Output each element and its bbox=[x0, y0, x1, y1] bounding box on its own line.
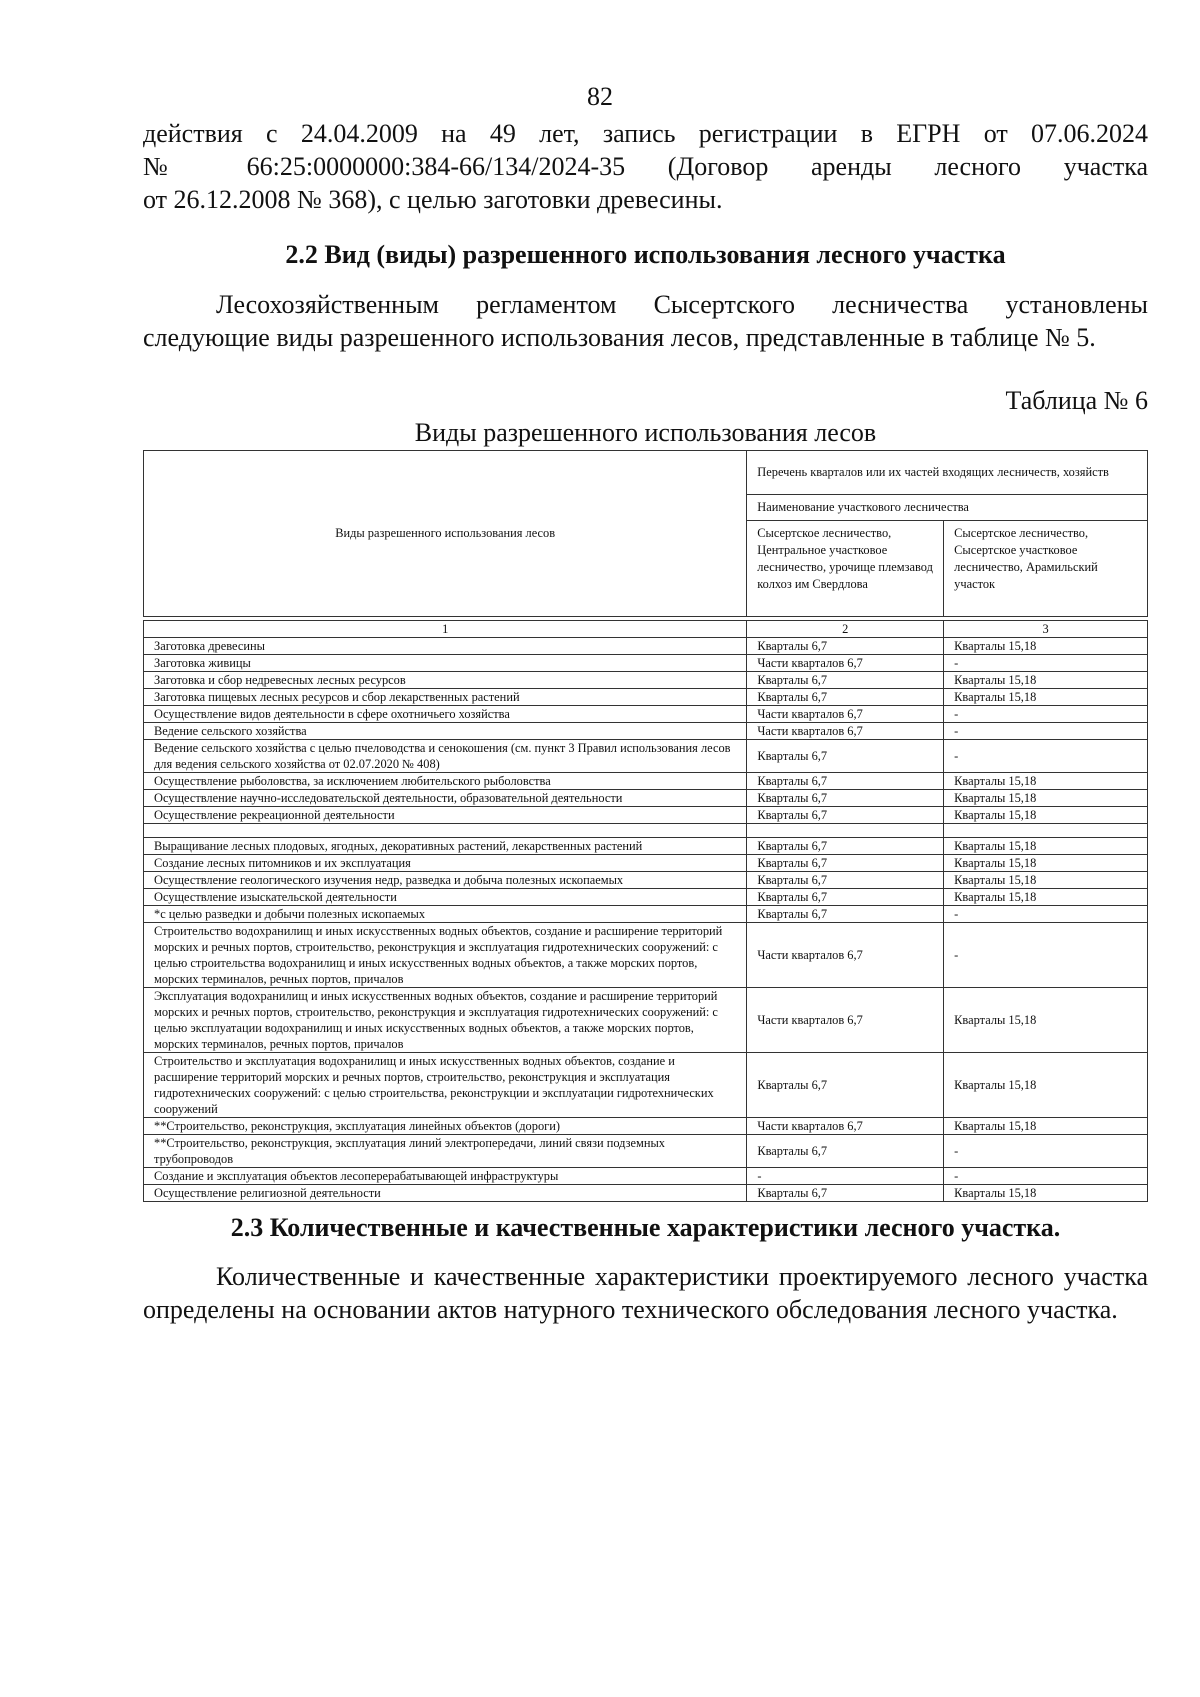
table-row bbox=[144, 872, 1148, 889]
table-row bbox=[144, 672, 1148, 689]
section-2-2-text: Лесохозяйственным регламентом Сысертского лесничества установлены следующие виды разрешенного использования лесов, представленные в таблице № 5. bbox=[143, 290, 1148, 352]
use-type-cell: *с целью разведки и добычи полезных ископаемых bbox=[144, 906, 747, 923]
col-number-1: 1 bbox=[144, 621, 747, 638]
use-type-cell: Ведение сельского хозяйства с целью пчеловодства и сенокошения (см. пункт 3 Правил использования лесов для ведения сельского хозяйства от 02.07.2020 № 408) bbox=[144, 740, 747, 773]
forestry-2-cell: - bbox=[944, 723, 1148, 740]
table-number: Таблица № 6 bbox=[1005, 386, 1148, 415]
forestry-2-cell: Кварталы 15,18 bbox=[944, 872, 1148, 889]
forestry-2-cell: Кварталы 15,18 bbox=[944, 855, 1148, 872]
forestry-2-cell: - bbox=[944, 923, 1148, 988]
use-type-cell: **Строительство, реконструкция, эксплуатация линейных объектов (дороги) bbox=[144, 1118, 747, 1135]
forestry-2-cell: Кварталы 15,18 bbox=[944, 1053, 1148, 1118]
forestry-2-cell: - bbox=[944, 655, 1148, 672]
table-row bbox=[144, 1118, 1148, 1135]
section-2-2-heading: 2.2 Вид (виды) разрешенного использования лесного участка bbox=[285, 240, 1006, 269]
forestry-1-cell bbox=[747, 824, 944, 838]
forestry-2-cell: Кварталы 15,18 bbox=[944, 1118, 1148, 1135]
use-type-cell: Заготовка живицы bbox=[144, 655, 747, 672]
use-type-cell: Осуществление изыскательской деятельности bbox=[144, 889, 747, 906]
forestry-2-cell: Кварталы 15,18 bbox=[944, 672, 1148, 689]
use-type-cell: Заготовка и сбор недревесных лесных ресурсов bbox=[144, 672, 747, 689]
use-type-cell bbox=[144, 824, 747, 838]
table-title: Виды разрешенного использования лесов bbox=[414, 418, 877, 447]
section-2-3-heading: 2.3 Количественные и качественные характеристики лесного участка. bbox=[230, 1213, 1061, 1242]
table-row bbox=[144, 740, 1148, 773]
use-type-cell: Создание и эксплуатация объектов лесоперерабатывающей инфраструктуры bbox=[144, 1168, 747, 1185]
use-type-cell: Ведение сельского хозяйства bbox=[144, 723, 747, 740]
use-type-cell: Заготовка пищевых лесных ресурсов и сбор лекарственных растений bbox=[144, 689, 747, 706]
forestry-1-cell: Кварталы 6,7 bbox=[747, 838, 944, 855]
forestry-2-cell: - bbox=[944, 706, 1148, 723]
intro-line-3: от 26.12.2008 № 368), с целью заготовки древесины. bbox=[143, 185, 723, 214]
forestry-1-cell: Кварталы 6,7 bbox=[747, 807, 944, 824]
table-row bbox=[144, 1135, 1148, 1168]
use-type-cell: Заготовка древесины bbox=[144, 638, 747, 655]
column-number-row bbox=[144, 621, 1148, 638]
forestry-1-cell: Кварталы 6,7 bbox=[747, 790, 944, 807]
forestry-2-cell: Кварталы 15,18 bbox=[944, 638, 1148, 655]
use-type-cell: **Строительство, реконструкция, эксплуатация линий электропередачи, линий связи подземных трубопроводов bbox=[144, 1135, 747, 1168]
forestry-2-cell: Кварталы 15,18 bbox=[944, 790, 1148, 807]
forestry-1-cell: Кварталы 6,7 bbox=[747, 855, 944, 872]
forestry-2-cell: Кварталы 15,18 bbox=[944, 889, 1148, 906]
use-type-cell: Эксплуатация водохранилищ и иных искусственных водных объектов, создание и расширение территорий морских и речных портов, строительство, реконструкция и эксплуатация гидротехнических сооружений: с целью эксплуатации водохранилищ и иных искусственных водных объектов, а также морских портов, морских терминалов, речных портов, причалов bbox=[144, 988, 747, 1053]
use-type-cell: Строительство водохранилищ и иных искусственных водных объектов, создание и расширение территорий морских и речных портов, строительство, реконструкция и эксплуатация гидротехнических сооружений: с целью строительства водохранилищ и иных искусственных водных объектов, а также морских портов, морских терминалов, речных портов, причалов bbox=[144, 923, 747, 988]
forestry-1-cell: Кварталы 6,7 bbox=[747, 740, 944, 773]
table-row bbox=[144, 773, 1148, 790]
table-row bbox=[144, 824, 1148, 838]
intro-paragraph bbox=[143, 117, 1148, 216]
forestry-2-cell: Кварталы 15,18 bbox=[944, 689, 1148, 706]
forestry-1-cell: Кварталы 6,7 bbox=[747, 638, 944, 655]
table-row bbox=[144, 706, 1148, 723]
table-row bbox=[144, 790, 1148, 807]
use-type-cell: Осуществление религиозной деятельности bbox=[144, 1185, 747, 1202]
forestry-1-cell: Кварталы 6,7 bbox=[747, 1053, 944, 1118]
use-type-cell: Строительство и эксплуатация водохранилищ и иных искусственных водных объектов, создание и расширение территорий морских и речных портов, строительство, реконструкция и эксплуатация гидротехнических сооружений: с целью строительства, реконструкции и эксплуатации гидротехнических сооружений bbox=[144, 1053, 747, 1118]
forestry-2-cell: - bbox=[944, 740, 1148, 773]
forestry-1-cell: Кварталы 6,7 bbox=[747, 1185, 944, 1202]
table-row bbox=[144, 1185, 1148, 1202]
forestry-1-cell: Кварталы 6,7 bbox=[747, 1135, 944, 1168]
use-type-cell: Осуществление рыболовства, за исключением любительского рыболовства bbox=[144, 773, 747, 790]
use-type-cell: Осуществление научно-исследовательской деятельности, образовательной деятельности bbox=[144, 790, 747, 807]
forestry-1-cell: Кварталы 6,7 bbox=[747, 906, 944, 923]
header-forestry-1: Сысертское лесничество, Центральное участковое лесничество, урочище племзавод колхоз им Свердлова bbox=[747, 521, 944, 617]
forestry-2-cell: - bbox=[944, 1168, 1148, 1185]
forestry-2-cell: - bbox=[944, 906, 1148, 923]
intro-line-1: действия с 24.04.2009 на 49 лет, запись регистрации в ЕГРН от 07.06.2024 bbox=[143, 119, 1148, 148]
use-type-cell: Осуществление рекреационной деятельности bbox=[144, 807, 747, 824]
header-quarters: Перечень кварталов или их частей входящих лесничеств, хозяйств bbox=[747, 451, 1148, 495]
use-type-cell: Выращивание лесных плодовых, ягодных, декоративных растений, лекарственных растений bbox=[144, 838, 747, 855]
forestry-1-cell: Части кварталов 6,7 bbox=[747, 655, 944, 672]
forestry-1-cell: Кварталы 6,7 bbox=[747, 872, 944, 889]
forestry-1-cell: Кварталы 6,7 bbox=[747, 889, 944, 906]
table-body bbox=[143, 620, 1148, 1202]
table-row bbox=[144, 838, 1148, 855]
col-number-3: 3 bbox=[944, 621, 1148, 638]
forestry-1-cell: Кварталы 6,7 bbox=[747, 672, 944, 689]
header-forestry-name: Наименование участкового лесничества bbox=[747, 495, 1148, 521]
header-col1: Виды разрешенного использования лесов bbox=[144, 451, 747, 617]
forestry-1-cell: Части кварталов 6,7 bbox=[747, 923, 944, 988]
table-row bbox=[144, 1053, 1148, 1118]
table-row bbox=[144, 723, 1148, 740]
forestry-1-cell: Части кварталов 6,7 bbox=[747, 1118, 944, 1135]
forestry-1-cell: - bbox=[747, 1168, 944, 1185]
table-row bbox=[144, 923, 1148, 988]
forestry-1-cell: Части кварталов 6,7 bbox=[747, 988, 944, 1053]
forestry-1-cell: Части кварталов 6,7 bbox=[747, 706, 944, 723]
header-forestry-2: Сысертское лесничество, Сысертское участковое лесничество, Арамильский участок bbox=[944, 521, 1148, 617]
forestry-2-cell: Кварталы 15,18 bbox=[944, 988, 1148, 1053]
table-row bbox=[144, 689, 1148, 706]
use-type-cell: Осуществление видов деятельности в сфере охотничьего хозяйства bbox=[144, 706, 747, 723]
table-row bbox=[144, 889, 1148, 906]
forestry-2-cell: Кварталы 15,18 bbox=[944, 773, 1148, 790]
col-number-2: 2 bbox=[747, 621, 944, 638]
forestry-1-cell: Части кварталов 6,7 bbox=[747, 723, 944, 740]
page-number: 82 bbox=[587, 82, 613, 111]
forestry-1-cell: Кварталы 6,7 bbox=[747, 773, 944, 790]
section-2-3-text: Количественные и качественные характеристики проектируемого лесного участка определены на основании актов натурного технического обследования лесного участка. bbox=[143, 1262, 1148, 1324]
table-row bbox=[144, 638, 1148, 655]
table-header bbox=[143, 450, 1148, 617]
forestry-1-cell: Кварталы 6,7 bbox=[747, 689, 944, 706]
table-row bbox=[144, 807, 1148, 824]
intro-line-2: № 66:25:0000000:384-66/134/2024-35 (Договор аренды лесного участка bbox=[143, 152, 1148, 181]
table-row bbox=[144, 906, 1148, 923]
table-row bbox=[144, 855, 1148, 872]
table-row bbox=[144, 655, 1148, 672]
table-row bbox=[144, 1168, 1148, 1185]
forestry-2-cell: Кварталы 15,18 bbox=[944, 838, 1148, 855]
table-row bbox=[144, 988, 1148, 1053]
forestry-2-cell bbox=[944, 824, 1148, 838]
use-type-cell: Создание лесных питомников и их эксплуатация bbox=[144, 855, 747, 872]
forestry-2-cell: Кварталы 15,18 bbox=[944, 807, 1148, 824]
forestry-2-cell: Кварталы 15,18 bbox=[944, 1185, 1148, 1202]
use-type-cell: Осуществление геологического изучения недр, разведка и добыча полезных ископаемых bbox=[144, 872, 747, 889]
forestry-2-cell: - bbox=[944, 1135, 1148, 1168]
